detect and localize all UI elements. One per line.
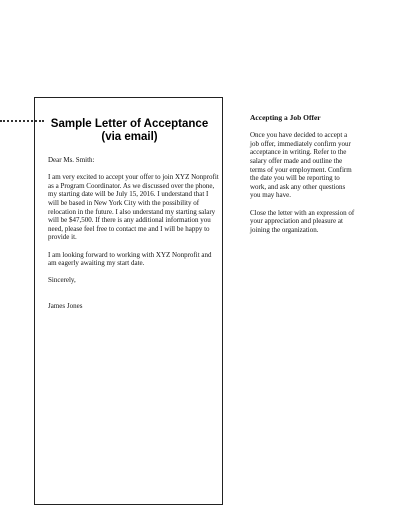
sidebar-p2-line: Close the letter with an expression of [250,208,355,217]
letter-p1-line: as a Program Coordinator. As we discussed over the phone, [48,181,215,190]
sidebar-p1-line: acceptance in writing. Refer to the [250,148,347,157]
letter-closing: Sincerely, [48,276,76,285]
sidebar-p1-line: salary offer made and outline the [250,156,343,165]
letter-p1-line: my starting date will be July 15, 2016. I understand that I [48,190,209,199]
letter-p1-line: I am very excited to accept your offer to join XYZ Nonprofit [48,173,219,182]
letter-title-line-1: Sample Letter of Acceptance [50,118,209,130]
letter-title-line-2: (via email) [101,131,158,143]
sidebar-tips [250,114,380,243]
sample-letter-box [34,97,223,505]
sidebar-p1-line: you may have. [250,191,292,200]
sidebar-p1-line: the date you will be reporting to [250,174,340,183]
letter-paragraph-2 [48,251,223,268]
sidebar-title: Accepting a Job Offer [250,113,321,122]
sidebar-p1-line: work, and ask any other questions [250,182,346,191]
letter-salutation: Dear Ms. Smith: [48,156,95,164]
sidebar-p1-line: job offer, immediately confirm your [250,139,351,148]
sidebar-p1-line: terms of your employment. Confirm [250,165,352,174]
sidebar-paragraph-1 [250,131,380,200]
letter-paragraph-1 [48,173,223,242]
letter-p1-line: need, please feel free to contact me and I will be happy to [48,224,210,233]
letter-title [35,118,224,144]
letter-body [48,156,223,319]
letter-p2-line: am eagerly awaiting my start date. [48,259,145,268]
sidebar-paragraph-2 [250,209,380,235]
letter-p1-line: will be based in New York City with the possibility of [48,198,200,207]
sidebar-p2-line: joining the organization. [250,225,319,234]
letter-p1-line: will be $47,500. If there is any additional information you [48,216,211,225]
letter-signature: James Jones [48,302,83,311]
letter-p1-line: provide it. [48,233,77,242]
letter-p2-line: I am looking forward to working with XYZ Nonprofit and [48,250,212,259]
letter-p1-line: relocation in the future. I also understand my starting salary [48,207,216,216]
sidebar-p1-line: Once you have decided to accept a [250,131,348,140]
sidebar-p2-line: your appreciation and pleasure at [250,217,343,226]
